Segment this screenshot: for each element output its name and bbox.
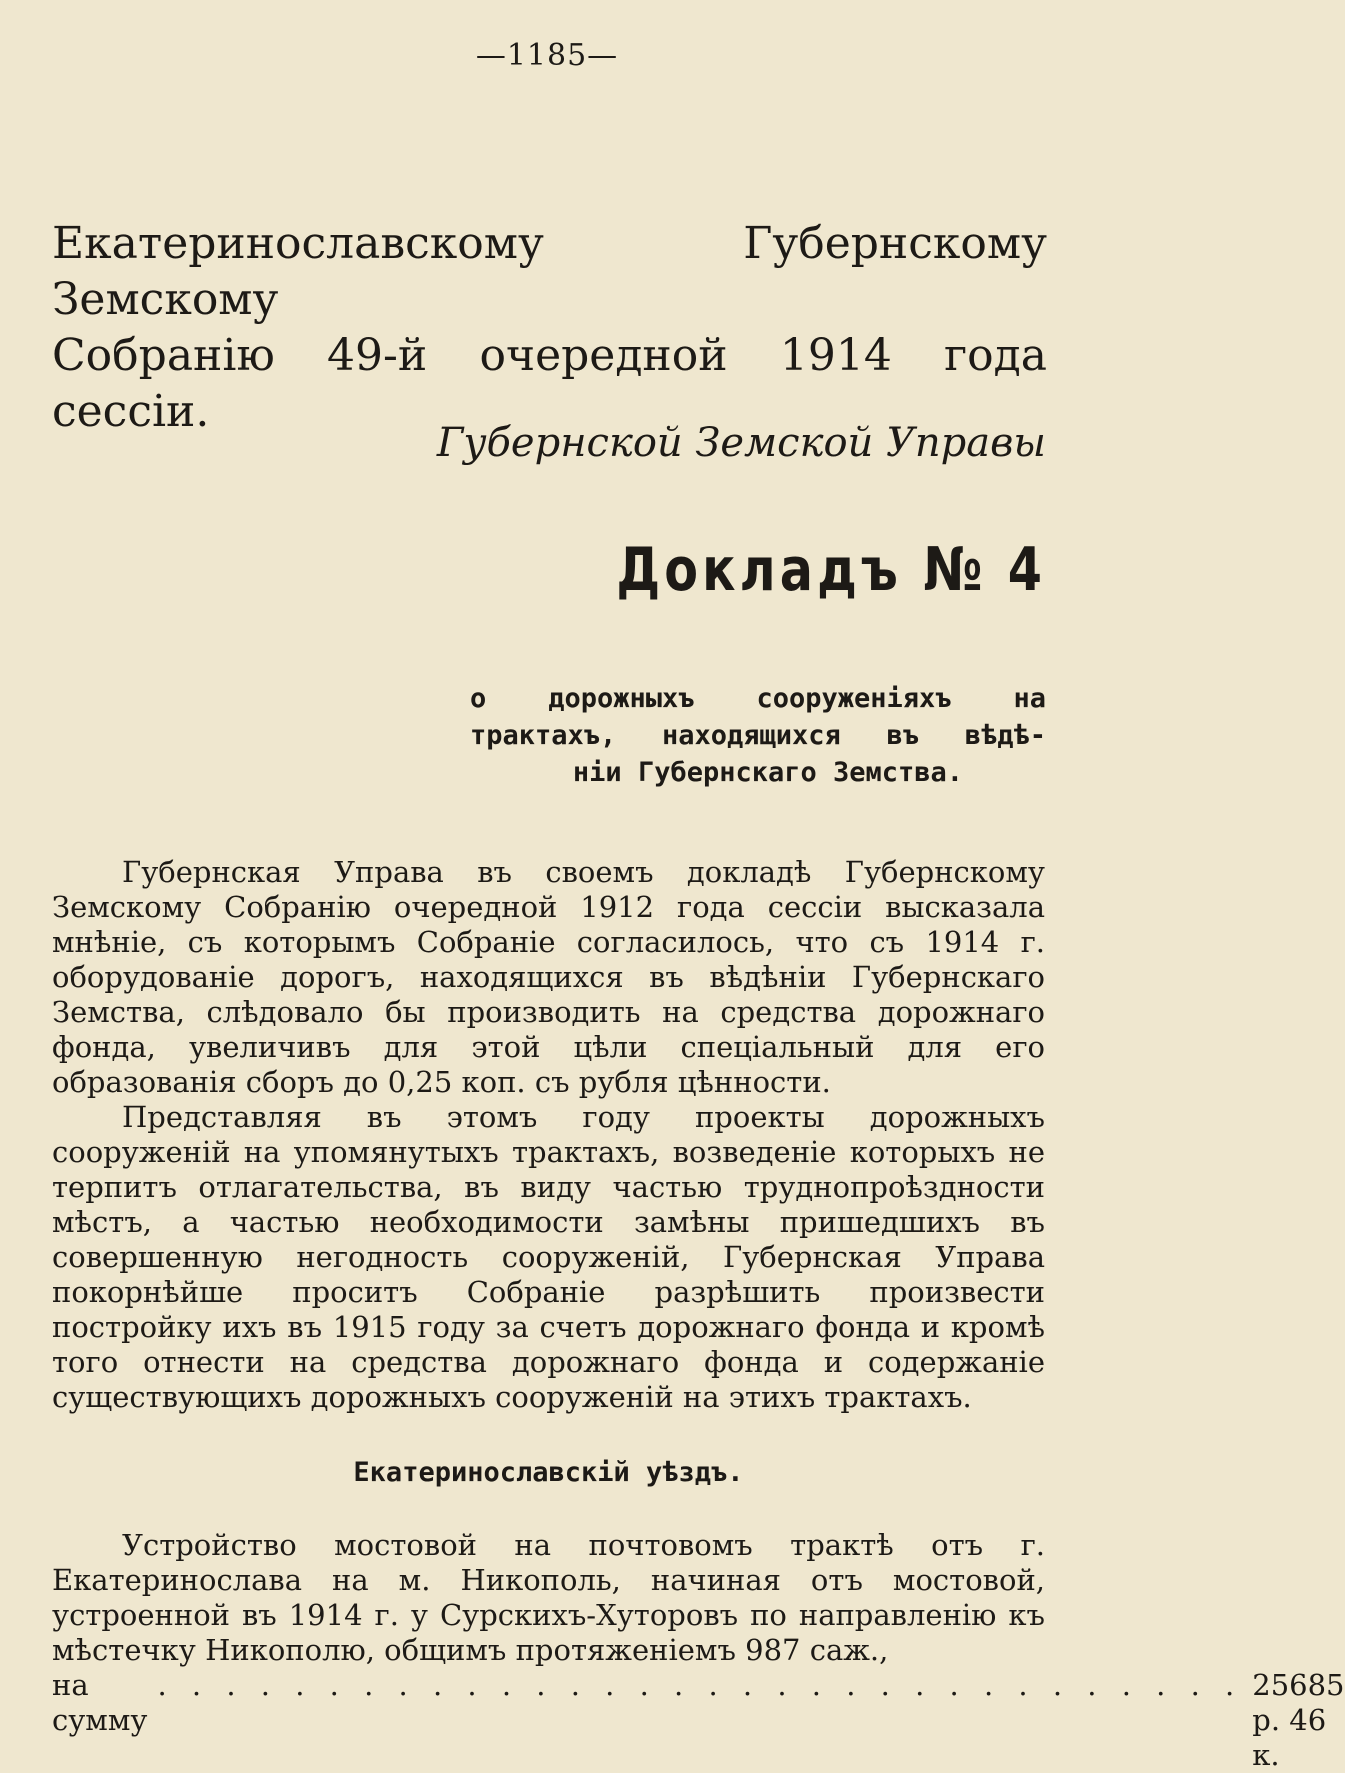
subtitle-line-3: ніи Губернскаго Земства. [572, 757, 964, 788]
leader-dots: . . . . . . . . . . . . . . . . . . . . . . . . . . . . . . . . [157, 1668, 1243, 1702]
report-heading: Докладъ № 4 [616, 535, 1046, 605]
paragraph-1: Губернская Управа въ своемъ докладѣ Губернскому Земскому Собранію очередной 1912 года сессіи высказала мнѣніе, съ которымъ Собраніе согласилось, что съ 1914 г. оборудованіе дорогъ, находящихся въ вѣдѣніи Губернскаго Земства, слѣдовало бы производить на средства дорожнаго фонда, увеличивъ для этой цѣли спеціальный для его образованія сборъ до 0,25 коп. съ рубля цѣнности. [52, 855, 1045, 1099]
section-heading: Екатеринославскій уѣздъ. [353, 1457, 744, 1488]
subtitle-line-1: о дорожныхъ сооруженіяхъ на [470, 683, 1046, 714]
page-number: —1185— [475, 38, 619, 73]
report-subtitle [470, 680, 1046, 791]
authority-line: Губернской Земской Управы [436, 420, 1046, 466]
title-line-1: Екатеринославскому Губернскому Земскому [52, 218, 1047, 325]
sum-value: 25685 р. 46 к. [1252, 1668, 1345, 1772]
document-body [52, 855, 1345, 1773]
paragraph-2: Представляя въ этомъ году проекты дорожныхъ сооруженій на упомянутыхъ трактахъ, возведеніе которыхъ не терпитъ отлагательства, въ виду частью труднопроѣздности мѣстъ, а частью необходимости замѣны пришедшихъ въ совершенную негодность сооруженій, Губернская Управа покорнѣйше проситъ Собраніе разрѣшить произвести постройку ихъ въ 1915 году за счетъ дорожнаго фонда и кромѣ того отнести на средства дорожнаго фонда и содержаніе существующихъ дорожныхъ сооруженій на этихъ трактахъ. [52, 1100, 1045, 1414]
subtitle-line-2: трактахъ, находящихся въ вѣдѣ- [470, 720, 1046, 751]
sum-label: на сумму [52, 1668, 148, 1737]
sum-row [52, 1668, 1345, 1773]
paragraph-3: Устройство мостовой на почтовомъ трактѣ отъ г. Екатеринослава на м. Никополь, начиная отъ мостовой, устроенной въ 1914 г. у Сурскихъ-Хуторовъ по направленію къ мѣстечку Никополю, общимъ протяженіемъ 987 саж., [52, 1528, 1045, 1667]
title-line-2: Собранію 49-й очередной 1914 года сессіи. [52, 330, 1047, 437]
document-title [52, 216, 1047, 440]
